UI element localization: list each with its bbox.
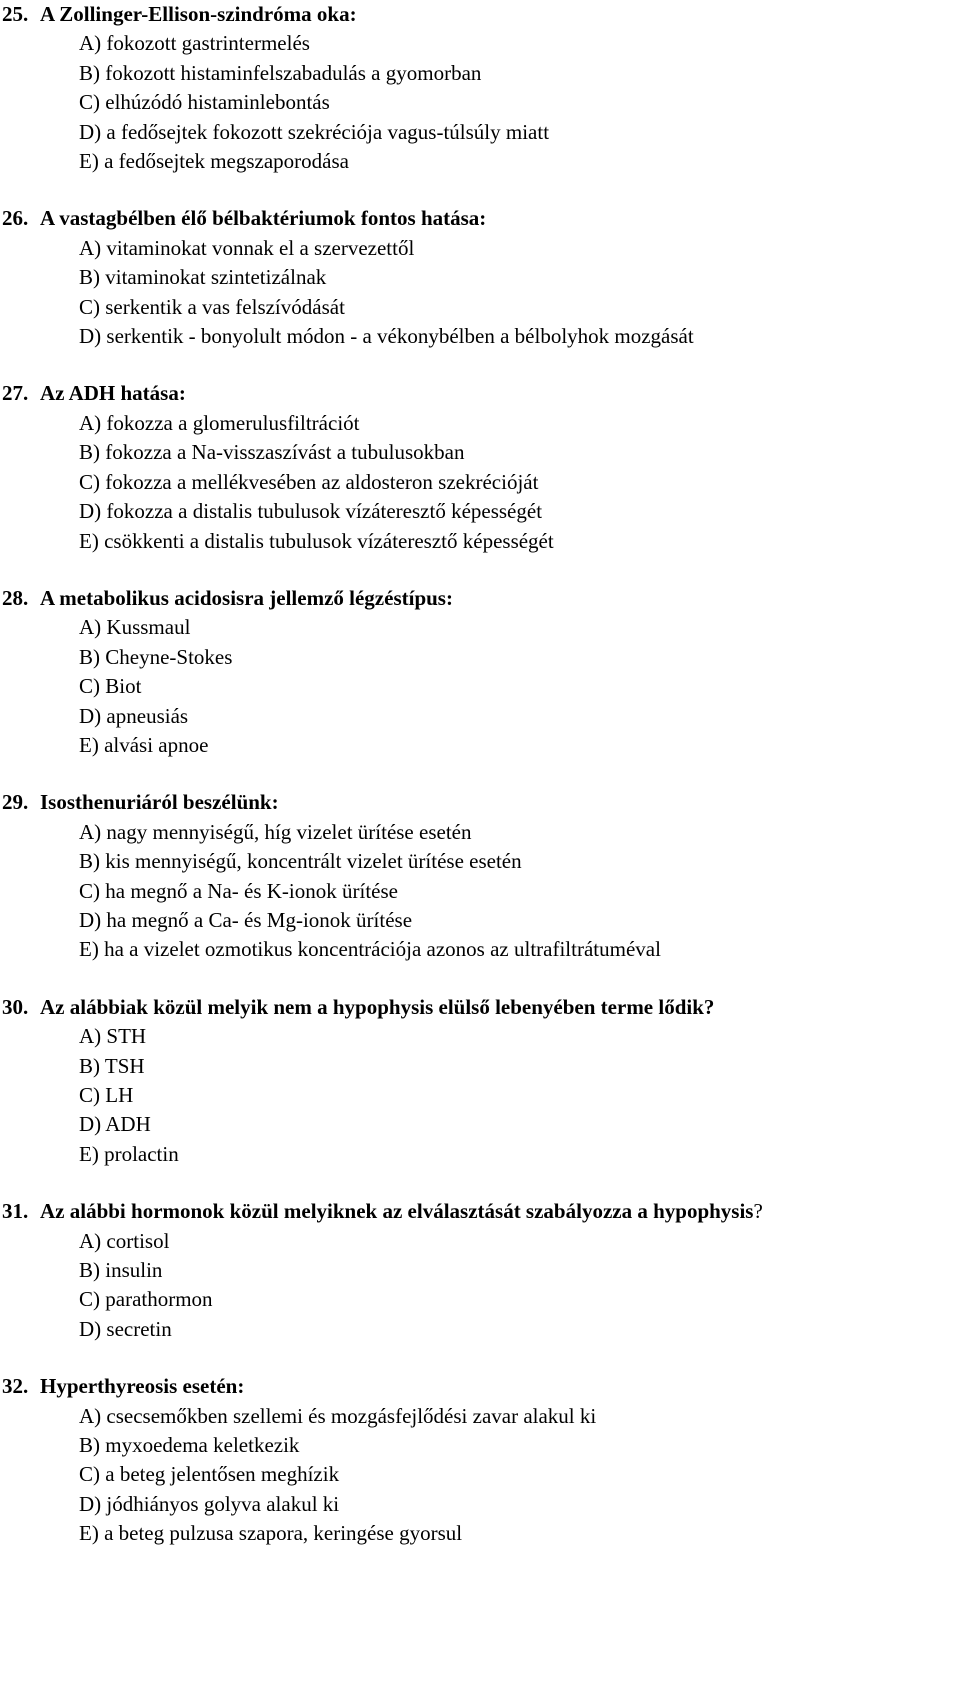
answer-option-b <box>2 847 952 876</box>
option-label: E) <box>79 1521 99 1546</box>
option-label: A) <box>79 1024 102 1049</box>
option-text: apneusiás <box>106 703 189 728</box>
option-label: D) <box>79 119 102 144</box>
option-text: prolactin <box>104 1141 179 1166</box>
option-text: a beteg jelentősen meghízik <box>105 1462 340 1487</box>
option-label: A) <box>79 1403 102 1428</box>
question-spacer <box>2 760 952 788</box>
question-spacer <box>2 1169 952 1197</box>
answer-option-b <box>2 59 952 88</box>
question-spacer <box>2 176 952 204</box>
option-text: elhúzódó histaminlebontás <box>105 90 330 115</box>
option-label: D) <box>79 1316 102 1341</box>
question-spacer <box>2 556 952 584</box>
option-text: Kussmaul <box>106 615 191 640</box>
answer-option-c <box>2 877 952 906</box>
question-heading <box>2 0 952 29</box>
question-number: 32. <box>2 1374 29 1399</box>
option-text: serkentik - bonyolult módon - a vékonybélben a bélbolyhok mozgását <box>106 324 694 349</box>
option-text: TSH <box>104 1053 145 1078</box>
option-text: fokozza a mellékvesében az aldosteron szekrécióját <box>105 469 539 494</box>
question-text: Az alábbi hormonok közül melyiknek az elválasztását szabályozza a hypophysis <box>40 1199 754 1224</box>
option-text: nagy mennyiségű, híg vizelet ürítése esetén <box>106 819 472 844</box>
question-number: 26. <box>2 206 29 231</box>
question-27 <box>2 379 952 555</box>
answer-option-d <box>2 1110 952 1139</box>
option-text: kis mennyiségű, koncentrált vizelet ürítése esetén <box>105 849 522 874</box>
option-label: C) <box>79 878 100 903</box>
option-label: D) <box>79 324 102 349</box>
question-text: A metabolikus acidosisra jellemző légzéstípus: <box>40 585 453 610</box>
answer-option-c <box>2 1460 952 1489</box>
option-text: insulin <box>105 1258 163 1283</box>
question-number: 30. <box>2 994 29 1019</box>
question-heading <box>2 584 952 613</box>
option-text: Cheyne-Stokes <box>105 644 233 669</box>
option-label: D) <box>79 907 102 932</box>
question-spacer <box>2 965 952 993</box>
option-label: D) <box>79 703 102 728</box>
question-28 <box>2 584 952 760</box>
option-text: alvási apnoe <box>104 732 209 757</box>
option-text: fokozza a distalis tubulusok vízáteresztő képességét <box>106 499 543 524</box>
option-label: B) <box>79 1433 100 1458</box>
question-heading <box>2 788 952 817</box>
question-text: Hyperthyreosis esetén: <box>40 1374 245 1399</box>
question-number: 31. <box>2 1199 29 1224</box>
option-text: vitaminokat vonnak el a szervezettől <box>106 235 415 260</box>
answer-option-d <box>2 322 952 351</box>
option-label: C) <box>79 674 100 699</box>
question-29 <box>2 788 952 964</box>
question-text: Az ADH hatása: <box>40 381 186 406</box>
question-30 <box>2 993 952 1169</box>
answer-option-c <box>2 293 952 322</box>
answer-option-a <box>2 818 952 847</box>
answer-option-d <box>2 702 952 731</box>
option-text: serkentik a vas felszívódását <box>105 294 345 319</box>
question-text: A Zollinger-Ellison-szindróma oka: <box>40 2 357 26</box>
option-text: fokozott gastrintermelés <box>106 31 310 56</box>
exam-document <box>2 0 952 1549</box>
option-text: vitaminokat szintetizálnak <box>105 265 327 290</box>
answer-option-b <box>2 643 952 672</box>
question-text: Isosthenuriáról beszélünk: <box>40 790 279 815</box>
answer-option-c <box>2 468 952 497</box>
option-label: A) <box>79 235 102 260</box>
question-spacer <box>2 1344 952 1372</box>
option-label: A) <box>79 819 102 844</box>
answer-option-a <box>2 1402 952 1431</box>
option-label: B) <box>79 644 100 669</box>
answer-option-e <box>2 527 952 556</box>
option-label: B) <box>79 849 100 874</box>
answer-option-d <box>2 906 952 935</box>
question-number: 27. <box>2 381 29 406</box>
answer-option-d <box>2 1315 952 1344</box>
option-label: B) <box>79 265 100 290</box>
option-label: D) <box>79 1491 102 1516</box>
question-spacer <box>2 351 952 379</box>
option-text: fokozott histaminfelszabadulás a gyomorban <box>105 60 482 85</box>
answer-option-e <box>2 1519 952 1548</box>
answer-option-e <box>2 147 952 176</box>
option-label: A) <box>79 31 102 56</box>
answer-option-c <box>2 1285 952 1314</box>
option-label: C) <box>79 90 100 115</box>
question-text: Az alábbiak közül melyik nem a hypophysis elülső lebenyében terme lődik? <box>40 994 715 1019</box>
option-text: parathormon <box>105 1287 213 1312</box>
option-label: A) <box>79 1228 102 1253</box>
option-text: ADH <box>105 1112 151 1137</box>
option-text: cortisol <box>106 1228 170 1253</box>
question-mark: ? <box>753 1199 763 1224</box>
option-text: a fedősejtek fokozott szekréciója vagus-túlsúly miatt <box>106 119 550 144</box>
option-text: fokozza a Na-visszaszívást a tubulusokban <box>105 440 465 465</box>
question-25 <box>2 0 952 176</box>
option-text: ha a vizelet ozmotikus koncentrációja azonos az ultrafiltrátuméval <box>104 937 661 962</box>
option-label: E) <box>79 528 99 553</box>
question-heading <box>2 1197 952 1226</box>
answer-option-a <box>2 1227 952 1256</box>
option-label: C) <box>79 1083 100 1107</box>
option-label: A) <box>79 615 102 640</box>
option-text: a beteg pulzusa szapora, keringése gyorsul <box>104 1521 463 1546</box>
option-label: B) <box>79 1053 100 1078</box>
option-text: ha megnő a Na- és K-ionok ürítése <box>105 878 398 903</box>
answer-option-d <box>2 118 952 147</box>
answer-option-a <box>2 1022 952 1051</box>
option-label: B) <box>79 60 100 85</box>
option-label: E) <box>79 1141 99 1166</box>
option-label: B) <box>79 1258 100 1283</box>
option-text: secretin <box>106 1316 172 1341</box>
option-text: fokozza a glomerulusfiltrációt <box>106 410 360 435</box>
answer-option-e <box>2 731 952 760</box>
answer-option-b <box>2 438 952 467</box>
question-number: 29. <box>2 790 29 815</box>
question-number: 25. <box>2 2 29 26</box>
option-label: E) <box>79 732 99 757</box>
answer-option-d <box>2 1490 952 1519</box>
option-label: E) <box>79 937 99 962</box>
answer-option-a <box>2 29 952 58</box>
option-text: ha megnő a Ca- és Mg-ionok ürítése <box>106 907 413 932</box>
option-text: LH <box>105 1083 134 1107</box>
question-heading <box>2 379 952 408</box>
question-26 <box>2 204 952 351</box>
answer-option-b <box>2 1052 952 1081</box>
answer-option-a <box>2 613 952 642</box>
answer-option-e <box>2 935 952 964</box>
answer-option-d <box>2 497 952 526</box>
option-text: STH <box>106 1024 147 1049</box>
answer-option-c <box>2 672 952 701</box>
question-31 <box>2 1197 952 1344</box>
answer-option-c <box>2 1081 952 1110</box>
question-heading <box>2 1372 952 1401</box>
answer-option-e <box>2 1140 952 1169</box>
option-label: D) <box>79 499 102 524</box>
answer-option-a <box>2 409 952 438</box>
question-heading <box>2 993 800 1022</box>
answer-option-b <box>2 263 952 292</box>
option-label: D) <box>79 1112 102 1137</box>
answer-option-c <box>2 88 952 117</box>
option-label: A) <box>79 410 102 435</box>
option-label: C) <box>79 294 100 319</box>
question-32 <box>2 1372 952 1548</box>
option-label: C) <box>79 1462 100 1487</box>
option-text: csökkenti a distalis tubulusok vízáteresztő képességét <box>104 528 554 553</box>
option-text: jódhiányos golyva alakul ki <box>106 1491 340 1516</box>
option-text: Biot <box>105 674 142 699</box>
option-label: C) <box>79 1287 100 1312</box>
option-label: E) <box>79 149 99 174</box>
option-text: myxoedema keletkezik <box>105 1433 300 1458</box>
question-heading <box>2 204 952 233</box>
option-label: B) <box>79 440 100 465</box>
question-text: A vastagbélben élő bélbaktériumok fontos hatása: <box>40 206 487 231</box>
answer-option-b <box>2 1256 952 1285</box>
option-label: C) <box>79 469 100 494</box>
option-text: csecsemőkben szellemi és mozgásfejlődési zavar alakul ki <box>106 1403 597 1428</box>
question-number: 28. <box>2 585 29 610</box>
answer-option-b <box>2 1431 952 1460</box>
answer-option-a <box>2 234 952 263</box>
option-text: a fedősejtek megszaporodása <box>104 149 349 174</box>
